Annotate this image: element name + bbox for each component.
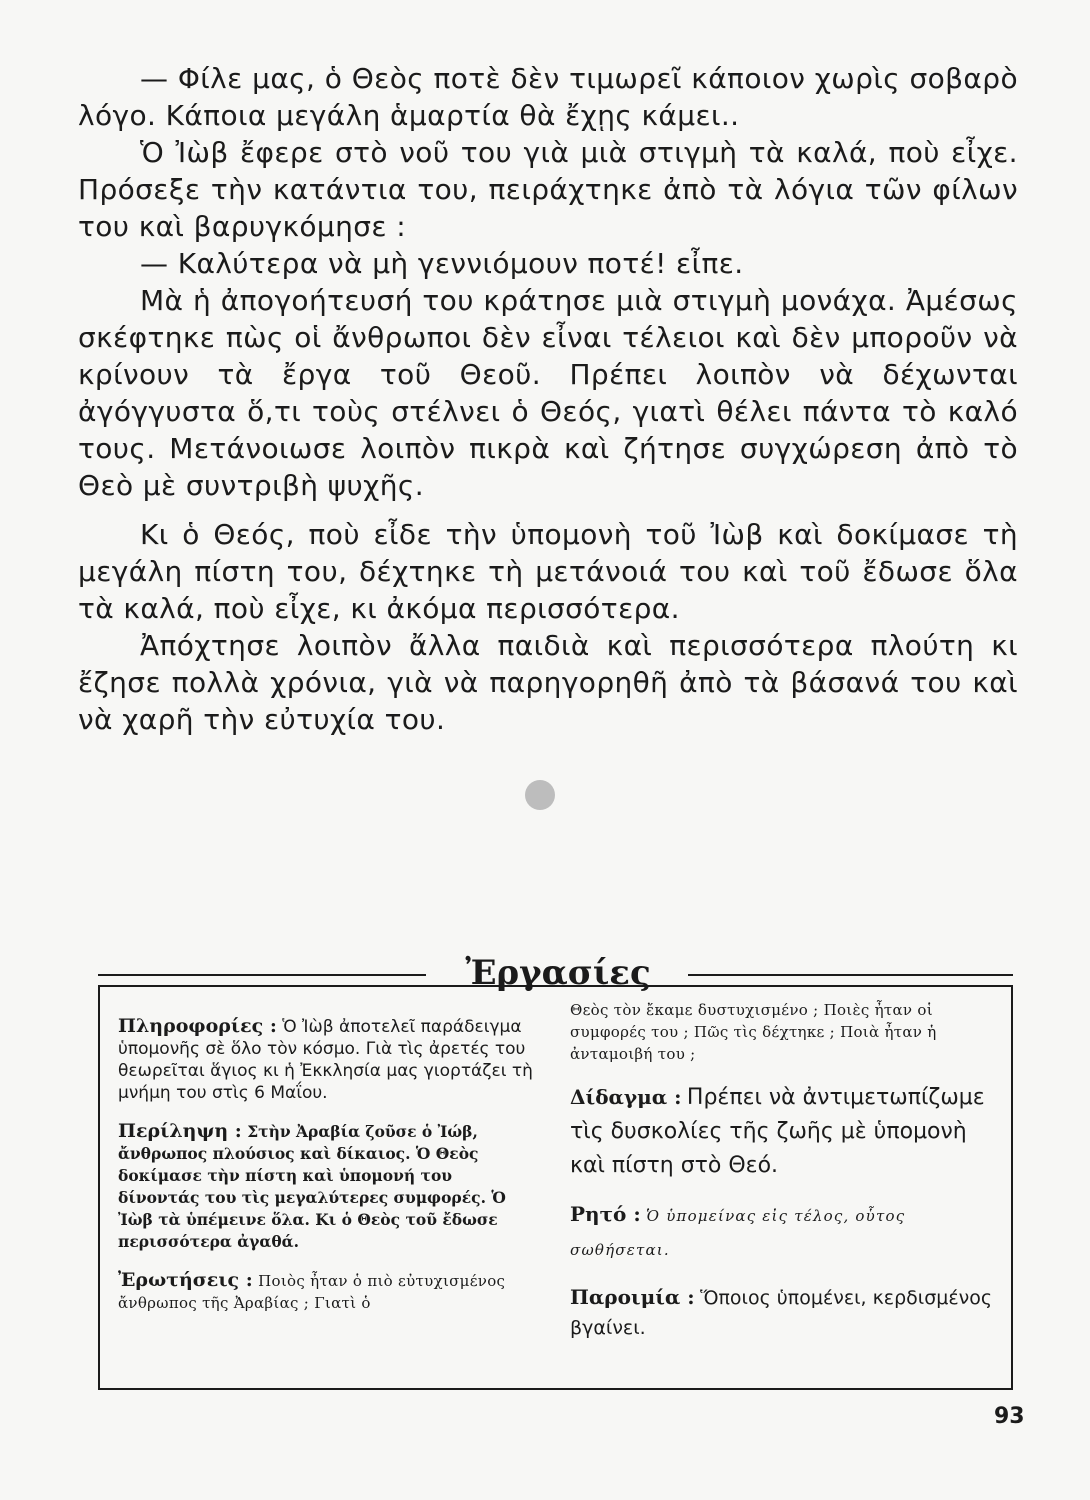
story-paragraph: Ἀπόχτησε λοιπὸν ἄλλα παιδιὰ καὶ περισσότερα πλούτη κι ἔζησε πολλὰ χρόνια, γιὰ νὰ παρηγορηθῆ ἀπὸ τὰ βάσανά του καὶ νὰ χαρῆ τὴν εὐτυχία του.: [78, 629, 1018, 736]
story-text: [78, 60, 1018, 738]
proverb-label: Παροιμία :: [570, 1285, 695, 1309]
heading-rule-right: [688, 974, 1013, 976]
tasks-right-column: [570, 999, 998, 1359]
summary-label: Περίληψη :: [118, 1120, 242, 1142]
lesson-section: [570, 1081, 998, 1183]
proverb-section: [570, 1283, 998, 1343]
story-paragraph: — Καλύτερα νὰ μὴ γεννιόμουν ποτέ! εἶπε.: [140, 247, 744, 280]
questions-label: Ἐρωτήσεις :: [118, 1269, 253, 1291]
proverb-text: Ὅποιος ὑπομένει, κερδισμένος βγαίνει.: [570, 1287, 992, 1339]
story-paragraph: — Φίλε μας, ὁ Θεὸς ποτὲ δὲν τιμωρεῖ κάποιον χωρὶς σοβαρὸ λόγο. Κάποια μεγάλη ἁμαρτία θὰ ἔχῃς κάμει..: [78, 62, 1018, 132]
information-label: Πληροφορίες :: [118, 1015, 277, 1037]
lesson-text: Πρέπει νὰ ἀντιμετωπίζωμε τὶς δυσκολίες τῆς ζωῆς μὲ ὑπομονὴ καὶ πίστη στὸ Θεό.: [570, 1085, 985, 1178]
story-paragraph: Κι ὁ Θεός, ποὺ εἶδε τὴν ὑπομονὴ τοῦ Ἰὼβ καὶ δοκίμασε τὴ μεγάλη πίστη του, δέχτηκε τὴ μετάνοιά του καὶ τοῦ ἔδωσε ὅλα τὰ καλά, ποὺ εἶχε, κι ἀκόμα περισσότερα.: [78, 518, 1018, 625]
information-section: [118, 1015, 536, 1104]
information-text: Ὁ Ἰὼβ ἀποτελεῖ παράδειγμα ὑπομονῆς σὲ ὅλο τὸν κόσμο. Γιὰ τὶς ἀρετές του θεωρεῖται ἅγιος κι ἡ Ἐκκλησία μας γιορτάζει τὴ μνήμη του στὶς 6 Μαΐου.: [118, 1017, 533, 1103]
questions-text: Ποιὸς ἦταν ὁ πιὸ εὐτυχισμένος ἄνθρωπος τῆς Ἀραβίας ; Γιατὶ ὁ: [118, 1272, 506, 1312]
questions-text-continued: Θεὸς τὸν ἔκαμε δυστυχισμένο ; Ποιὲς ἦταν οἱ συμφορές του ; Πῶς τὶς δέχτηκε ; Ποιὰ ἦταν ἡ ἀνταμοιβή του ;: [570, 1001, 937, 1063]
decorative-dot: [525, 780, 555, 810]
verse-section: [570, 1199, 998, 1267]
verse-text: Ὁ ὑπομείνας εἰς τέλος, οὗτος σωθήσεται.: [570, 1207, 906, 1259]
tasks-left-column: [118, 1015, 536, 1330]
story-paragraph: Ὁ Ἰὼβ ἔφερε στὸ νοῦ του γιὰ μιὰ στιγμὴ τὰ καλά, ποὺ εἶχε. Πρόσεξε τὴν κατάντια του, πειράχτηκε ἀπὸ τὰ λόγια τῶν φίλων του καὶ βαρυγκόμησε :: [78, 136, 1018, 243]
tasks-box: [98, 985, 1013, 1390]
verse-label: Ρητό :: [570, 1202, 641, 1226]
lesson-label: Δίδαγμα :: [570, 1085, 682, 1109]
heading-rule-left: [98, 974, 426, 976]
summary-section: [118, 1120, 536, 1253]
story-paragraph: Μὰ ἡ ἀπογοήτευσή του κράτησε μιὰ στιγμὴ μονάχα. Ἀμέσως σκέφτηκε πὼς οἱ ἄνθρωποι δὲν εἶναι τέλειοι καὶ δὲν μποροῦν νὰ κρίνουν τὰ ἔργα τοῦ Θεοῦ. Πρέπει λοιπὸν νὰ δέχωνται ἀγόγγυστα ὅ,τι τοὺς στέλνει ὁ Θεός, γιατὶ θέλει πάντα τὸ καλό τους. Μετάνοιωσε λοιπὸν πικρὰ καὶ ζήτησε συγχώρεση ἀπὸ τὸ Θεὸ μὲ συντριβὴ ψυχῆς.: [78, 284, 1018, 502]
questions-section: [118, 1269, 536, 1314]
tasks-title: Ἐργασίες: [465, 953, 651, 993]
questions-continued: [570, 999, 998, 1065]
page-number: 93: [994, 1404, 1025, 1429]
summary-text: Στὴν Ἀραβία ζοῦσε ὁ Ἰώβ, ἄνθρωπος πλούσιος καὶ δίκαιος. Ὁ Θεὸς δοκίμασε τὴν πίστη καὶ ὑπομονή του δίνοντάς του τὶς μεγαλύτερες συμφορές. Ὁ Ἰὼβ τὰ ὑπέμεινε ὅλα. Κι ὁ Θεὸς τοῦ ἔδωσε περισσότερα ἀγαθά.: [118, 1122, 506, 1251]
